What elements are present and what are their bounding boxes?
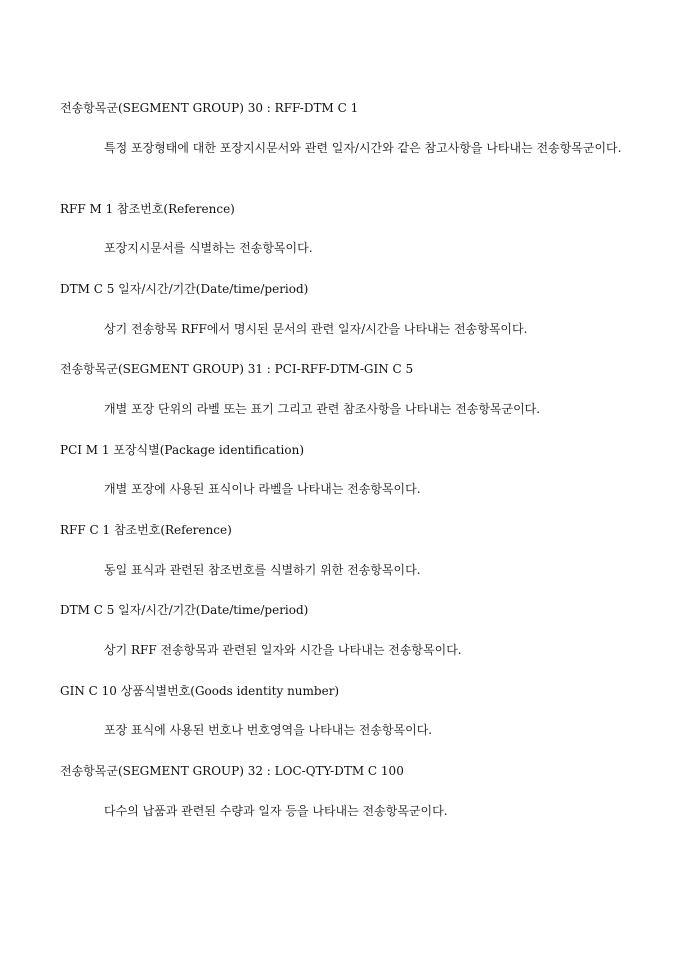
pci-package-identification-description: 개별 포장에 사용된 표식이나 라벨을 나타내는 전송항목이다. xyxy=(104,482,421,496)
segment-group-31-description: 개별 포장 단위의 라벨 또는 표기 그리고 관련 참조사항을 나타내는 전송항목군이다. xyxy=(104,402,541,416)
gin-goods-identity-heading: GIN C 10 상품식별번호(Goods identity number) xyxy=(60,684,340,698)
rff-reference-heading: RFF M 1 참조번호(Reference) xyxy=(60,202,235,216)
dtm-date-2-description: 상기 RFF 전송항목과 관련된 일자와 시간을 나타내는 전송항목이다. xyxy=(104,643,462,657)
dtm-date-2-heading: DTM C 5 일자/시간/기간(Date/time/period) xyxy=(60,603,309,617)
gin-goods-identity-description: 포장 표식에 사용된 번호나 번호영역을 나타내는 전송항목이다. xyxy=(104,723,433,737)
segment-group-32-heading: 전송항목군(SEGMENT GROUP) 32 : LOC-QTY-DTM C 100 xyxy=(60,764,404,778)
segment-group-30-description: 특정 포장형태에 대한 포장지시문서와 관련 일자/시간와 같은 참고사항을 나타내는 전송항목군이다. xyxy=(104,141,622,155)
rff-reference-2-description: 동일 표식과 관련된 참조번호를 식별하기 위한 전송항목이다. xyxy=(104,563,421,577)
pci-package-identification-heading: PCI M 1 포장식별(Package identification) xyxy=(60,443,305,457)
dtm-date-heading: DTM C 5 일자/시간/기간(Date/time/period) xyxy=(60,282,309,296)
rff-reference-2-heading: RFF C 1 참조번호(Reference) xyxy=(60,523,232,537)
segment-group-32-description: 다수의 납품과 관련된 수량과 일자 등을 나타내는 전송항목군이다. xyxy=(104,804,448,818)
segment-group-31-heading: 전송항목군(SEGMENT GROUP) 31 : PCI-RFF-DTM-GIN C 5 xyxy=(60,362,414,376)
rff-reference-description: 포장지시문서를 식별하는 전송항목이다. xyxy=(104,241,313,255)
dtm-date-description: 상기 전송항목 RFF에서 명시된 문서의 관련 일자/시간을 나타내는 전송항목이다. xyxy=(104,322,528,336)
segment-group-30-heading: 전송항목군(SEGMENT GROUP) 30 : RFF-DTM C 1 xyxy=(60,101,359,115)
